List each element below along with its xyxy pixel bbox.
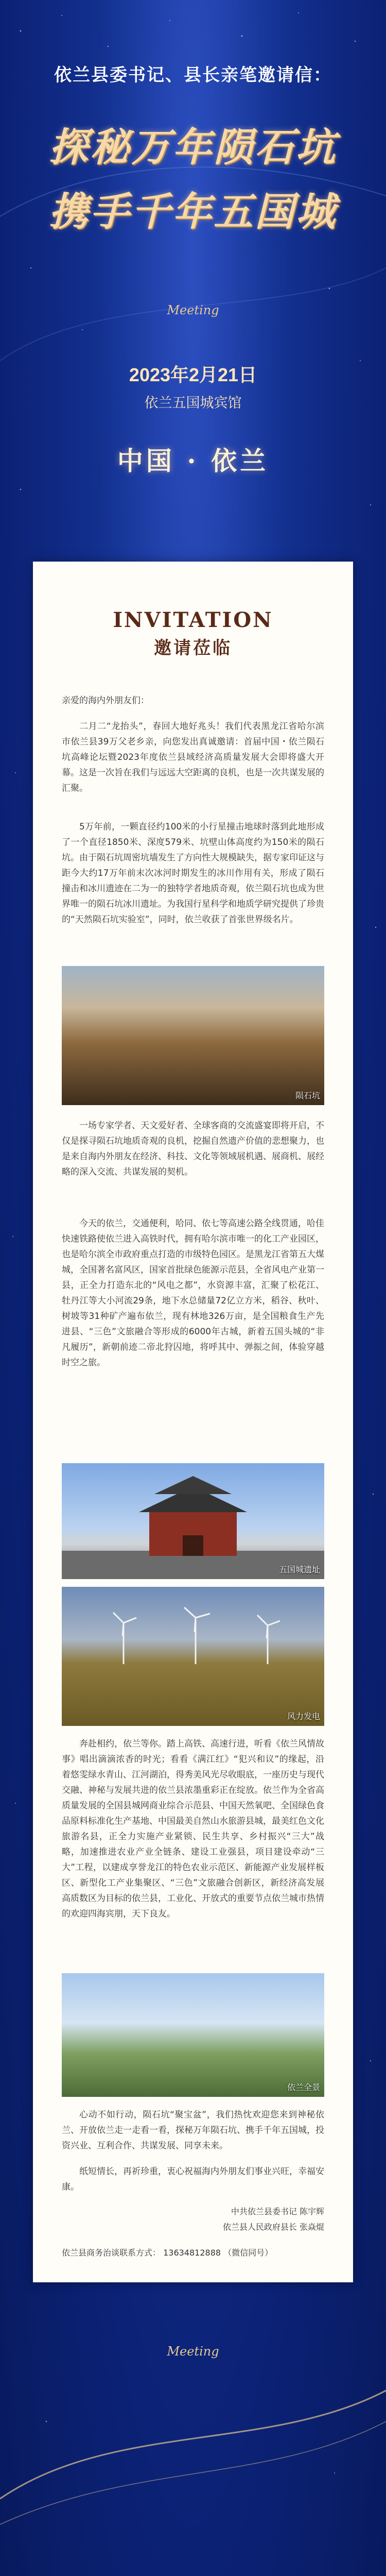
signature-party-secretary: 中共依兰县委书记 陈宇辉 bbox=[231, 2207, 324, 2216]
event-venue: 依兰五国城宾馆 bbox=[144, 395, 242, 411]
paragraph-3: 一场专家学者、天文爱好者、全球客商的交流盛宴即将开启，不仅是探寻陨石坑地质奇观的良机，挖掘自然遗产价值的悲想聚力，也是来自海内外朋友在经济、科技、文化等领域展机遇、展商机、展经略的深入交流、共谋发展的契机。 bbox=[62, 1121, 324, 1177]
signature-county-head: 依兰县人民政府县长 张焱焜 bbox=[222, 2222, 324, 2232]
hero-section bbox=[0, 0, 386, 567]
photo-wuguo-caption: 五国城遗址 bbox=[278, 1565, 320, 1574]
paragraph-1: 二月二“龙抬头”，春回大地好兆头！我们代表黑龙江省哈尔滨市依兰县39万父老乡亲，向您发出真诚邀请：首届中国・依兰陨石坑高峰论坛暨2023年度依兰县域经济高质量发展大会即将盛大开幕。这是一次旨在我们与远远大空距离的良机，也是一次共谋发展的汇聚。 bbox=[62, 721, 324, 793]
hero-subtitle: 依兰县委书记、县长亲笔邀请信： bbox=[54, 65, 332, 86]
contact-info: 依兰县商务治谈联系方式： 13634812888 （微信同号） bbox=[62, 2248, 273, 2258]
hero-title-line2: 携手千年五国城 bbox=[49, 189, 337, 234]
photo-wuguo-city bbox=[62, 1463, 324, 1579]
closing-wish: 纸短情长，再祈珍重，衷心祝福海内外朋友们事业兴旺，幸福安康。 bbox=[62, 2166, 324, 2192]
paragraph-6: 心动不如行动，陨石坑“聚宝盆”，我们热忱欢迎您来到神秘依兰、开放依兰走一走看一看，探秘万年陨石坑、携手千年五国城，投资兴业、互利合作、共谋发展、同享未来。 bbox=[62, 2110, 324, 2151]
paragraph-2: 5万年前，一颗直径约100米的小行星撞击地球时落到此地形成了一个直径1850米、深度579米、坑壁山体高度约为150米的陨石坑。由于陨石坑周密坑墙发生了方向性大规模缺失，据专家印证这与距今大约17万年前末次冰河时期发生的冰川作用有关，形成了陨石撞击和冰川遗迹在二为一的独特学者地质奇观，依兰陨石坑也成为世界唯一的陨石坑冰川遗址。为我国行星科学和地质学研究提供了珍贵的“天然陨石坑实验室”，同时，依兰收获了首张世界级名片。 bbox=[62, 822, 324, 925]
greeting: 亲爱的海内外朋友们： bbox=[62, 696, 149, 706]
invitation-title-cn: 邀请莅临 bbox=[154, 638, 232, 658]
wind-turbines-illustration bbox=[62, 1587, 324, 1726]
photo-panorama bbox=[62, 1973, 324, 2097]
photo-crater bbox=[62, 966, 324, 1105]
photo-wind-power bbox=[62, 1587, 324, 1726]
paragraph-5: 奔赴相约，依兰等你。踏上高铁、高速行进，听看《依兰风情故事》唱出滴滴浓香的时光；看看《满江红》“犯兴和议”的缘起，沿着悠雯绿水青山、江河湖泊，得秀美风光尽收眼底，一座历史与现代交融、神秘与发展共进的依兰县浓墨重彩正在绽放。依兰作为全省高质量发展的全国县城网商业综合示范县、中国天然氧吧、全国绿色食品原料标准化生产基地、中国最美自然山水旅游县城，最美红色文化旅游名县，正全力实施产业紧锁、民生共享、乡村振兴“三大”战略，加速推进农业产业全链条、建设工业强县，项目建设牵动“三大”工程，以建成享誉龙江的特色农业示范区、新能源产业发展样板区、新型化工产业集聚区、“三色”文旅融合创新区，新经济高发展高质数区为目标的依兰县，工业化、开放式的重要节点依兰城市热情的欢迎四海宾朋，天下良友。 bbox=[62, 1739, 324, 1919]
meeting-label: Meeting bbox=[167, 303, 219, 317]
event-date: 2023年2月21日 bbox=[129, 364, 257, 385]
photo-panorama-caption: 依兰全景 bbox=[287, 2082, 320, 2092]
paragraph-4: 今天的依兰，交通便利，哈同、依七等高速公路全线贯通，哈佳快速铁路使依兰进入高铁时代，拥有哈尔滨市唯一的化工产业园区，也是哈尔滨全市政府重点打造的市级特色园区。是黑龙江省第五大煤城，全国著名富风区，国家首批绿色能源示范县，全省风电产业第一县，正全力打造东北的“风电之都”，水资源丰富，汇聚了松花江、牡丹江等大小河流29条，地下水总储量72亿立方米，稻谷、秋叶、树坡等31种矿产遍布依兰，现有林地326万亩，是全国粮食生产先进县、“三色”文旅融合等形成的6000年古城，新着五国头城的“非凡履历”，新朝前迹二帝北狩囚地，将呼其中、弹振之间，体验穿越时空之旅。 bbox=[62, 1218, 324, 1368]
hero-title-line1: 探秘万年陨石坑 bbox=[49, 124, 337, 170]
photo-wind-caption: 风力发电 bbox=[287, 1711, 320, 1721]
photo-crater-caption: 陨石坑 bbox=[295, 1091, 320, 1100]
gate-tower-illustration bbox=[62, 1463, 324, 1579]
event-place: 中国 · 依兰 bbox=[117, 446, 269, 476]
footer-meeting-label: Meeting bbox=[167, 2344, 219, 2359]
invitation-card bbox=[33, 562, 353, 2282]
invitation-title-en: INVITATION bbox=[113, 608, 273, 632]
